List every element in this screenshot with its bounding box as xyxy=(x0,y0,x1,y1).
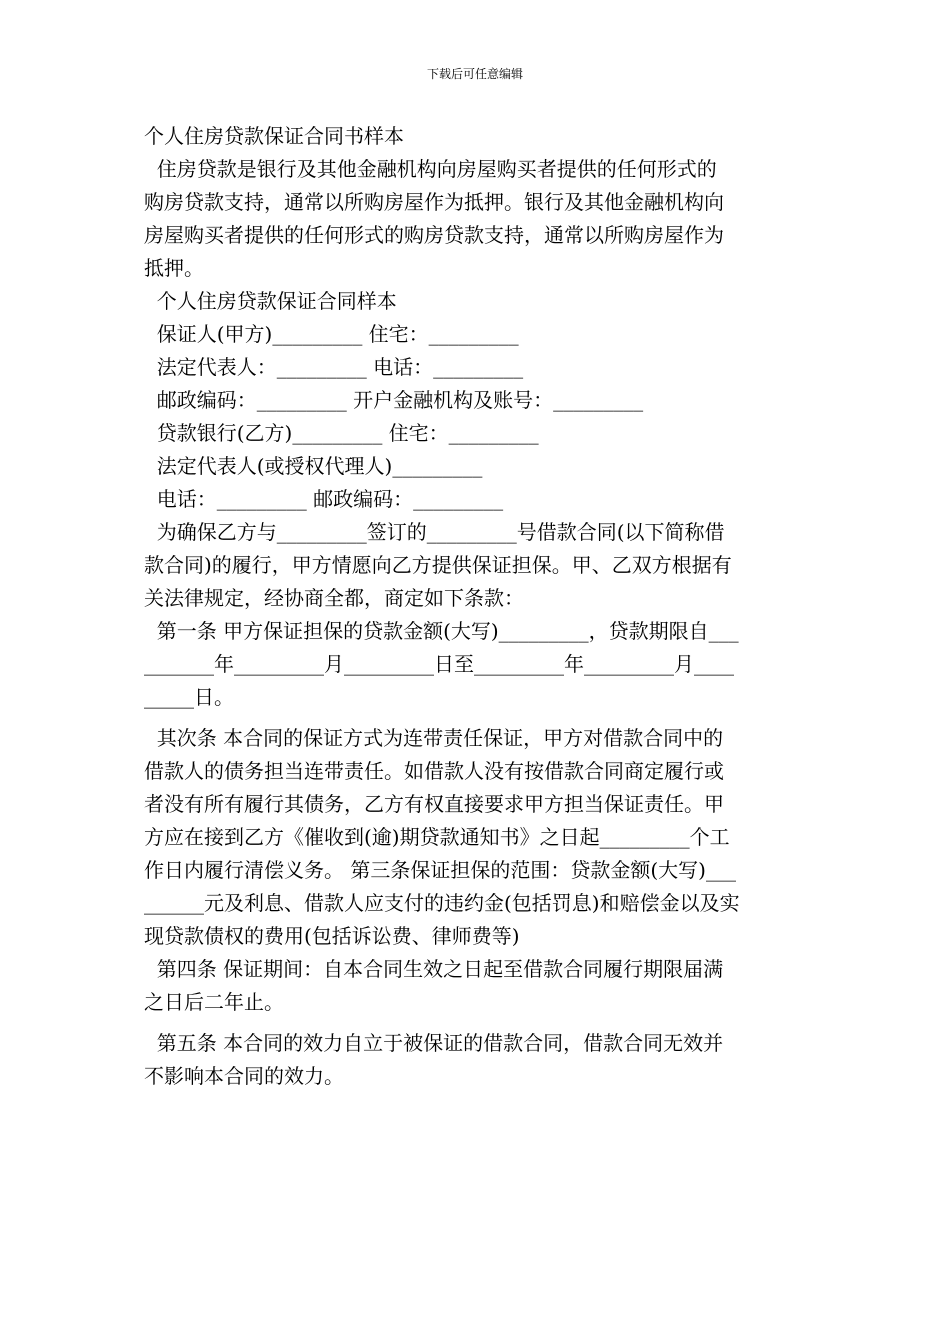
text-line: 购房贷款支持，通常以所购房屋作为抵押。银行及其他金融机构向 xyxy=(144,190,724,214)
text-line: 为确保乙方与_________签订的_________号借款合同(以下简称借 xyxy=(144,520,725,544)
text-line: 借款人的债务担当连带责任。如借款人没有按借款合同商定履行或 xyxy=(144,759,724,783)
paragraph-gap xyxy=(144,1019,806,1027)
text-line: 法定代表人：_________ 电话：_________ xyxy=(144,355,524,379)
text-line: 者没有所有履行其债务，乙方有权直接要求甲方担当保证责任。甲 xyxy=(144,792,724,816)
text-line: _______年_________月_________日至_________年_________月____ xyxy=(144,652,734,676)
header-note: 下载后可任意编辑 xyxy=(426,67,523,81)
text-line: 不影响本合同的效力。 xyxy=(144,1064,344,1088)
text-line: 款合同)的履行，甲方情愿向乙方提供保证担保。甲、乙双方根据有 xyxy=(144,553,732,577)
text-line: 邮政编码：_________ 开户金融机构及账号：_________ xyxy=(144,388,644,412)
text-line: 房屋购买者提供的任何形式的购房贷款支持，通常以所购房屋作为 xyxy=(144,223,724,247)
text-line: 其次条 本合同的保证方式为连带责任保证，甲方对借款合同中的 xyxy=(144,726,724,750)
text-line: 住房贷款是银行及其他金融机构向房屋购买者提供的任何形式的 xyxy=(144,157,717,181)
text-line: 保证人(甲方)_________ 住宅：_________ xyxy=(144,322,519,346)
document-title: 个人住房贷款保证合同书样本 xyxy=(144,124,404,148)
text-line: 抵押。 xyxy=(144,256,204,280)
paragraph-gap xyxy=(144,714,806,722)
text-line: 作日内履行清偿义务。 第三条保证担保的范围：贷款金额(大写)___ xyxy=(144,858,736,882)
text-line: 第四条 保证期间：自本合同生效之日起至借款合同履行期限届满 xyxy=(144,957,724,981)
text-line: 关法律规定，经协商全都，商定如下条款： xyxy=(144,586,524,610)
text-line: 个人住房贷款保证合同样本 xyxy=(144,289,397,313)
text-line: 贷款银行(乙方)_________ 住宅：_________ xyxy=(144,421,539,445)
document-body xyxy=(144,120,806,1093)
text-line: _____日。 xyxy=(144,685,234,709)
text-line: 第五条 本合同的效力自立于被保证的借款合同，借款合同无效并 xyxy=(144,1031,724,1055)
text-line: 电话：_________ 邮政编码：_________ xyxy=(144,487,504,511)
text-line: 第一条 甲方保证担保的贷款金额(大写)_________，贷款期限自___ xyxy=(144,619,739,643)
text-line: 之日后二年止。 xyxy=(144,990,284,1014)
document-lines xyxy=(144,153,806,1093)
text-line: ______元及利息、借款人应支付的违约金(包括罚息)和赔偿金以及实 xyxy=(144,891,740,915)
text-line: 方应在接到乙方《催收到(逾)期贷款通知书》之日起_________个工 xyxy=(144,825,730,849)
text-line: 现贷款债权的费用(包括诉讼费、律师费等) xyxy=(144,924,520,948)
text-line: 法定代表人(或授权代理人)_________ xyxy=(144,454,483,478)
